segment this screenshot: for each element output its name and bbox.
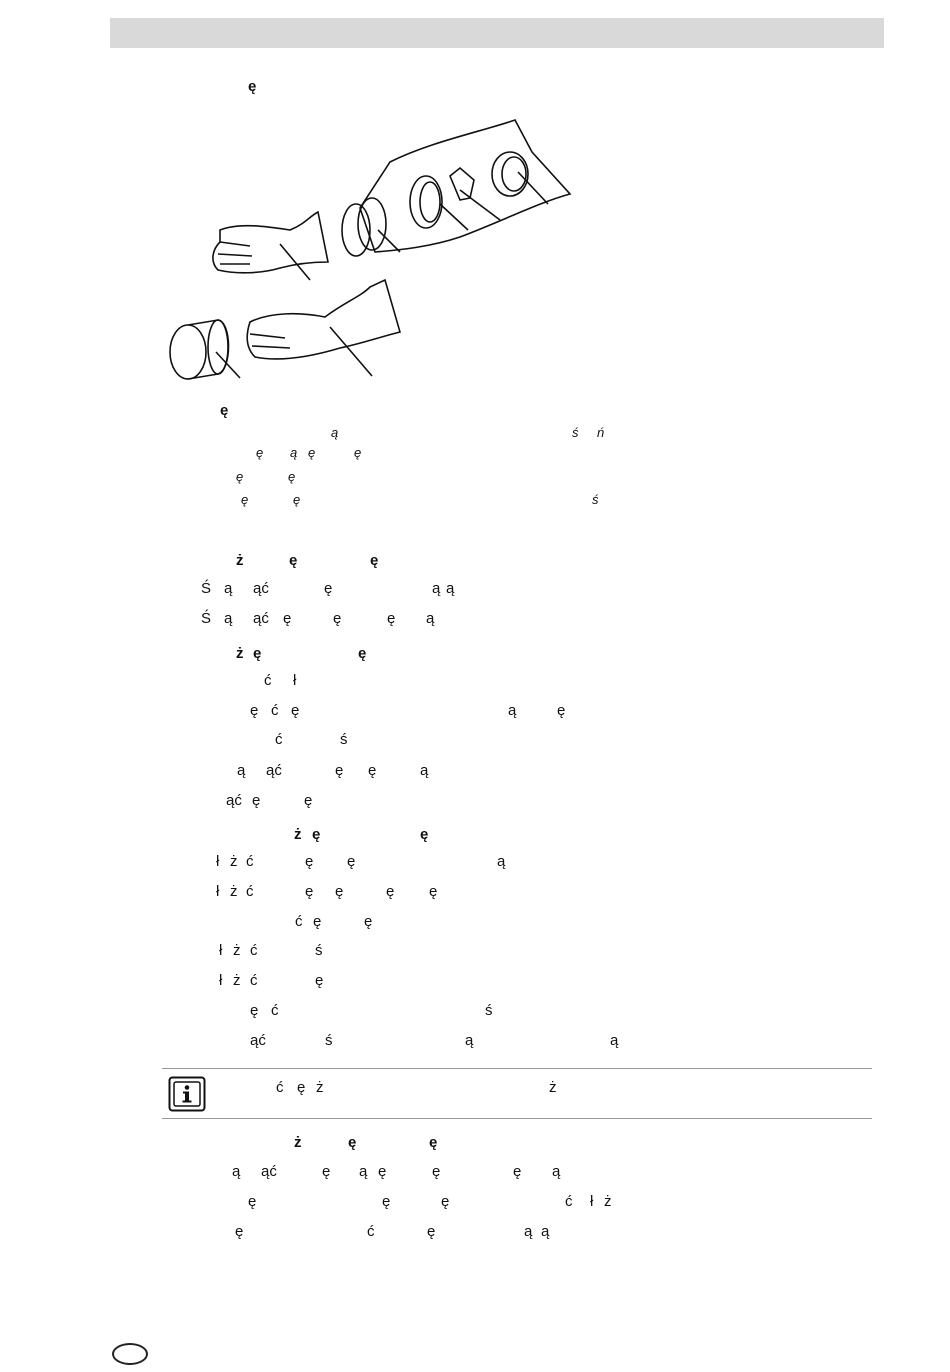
note-top-rule xyxy=(162,1068,872,1069)
separate-ring xyxy=(170,325,206,379)
section-title: ę xyxy=(248,78,257,95)
suit-sleeve xyxy=(360,120,570,252)
clamp xyxy=(450,168,474,200)
note-bottom-rule xyxy=(162,1118,872,1119)
language-badge xyxy=(112,1343,148,1365)
equipment-illustration xyxy=(160,112,580,392)
figure-caption: ę xyxy=(220,402,229,419)
info-icon xyxy=(168,1076,206,1112)
header-bar xyxy=(110,18,884,48)
